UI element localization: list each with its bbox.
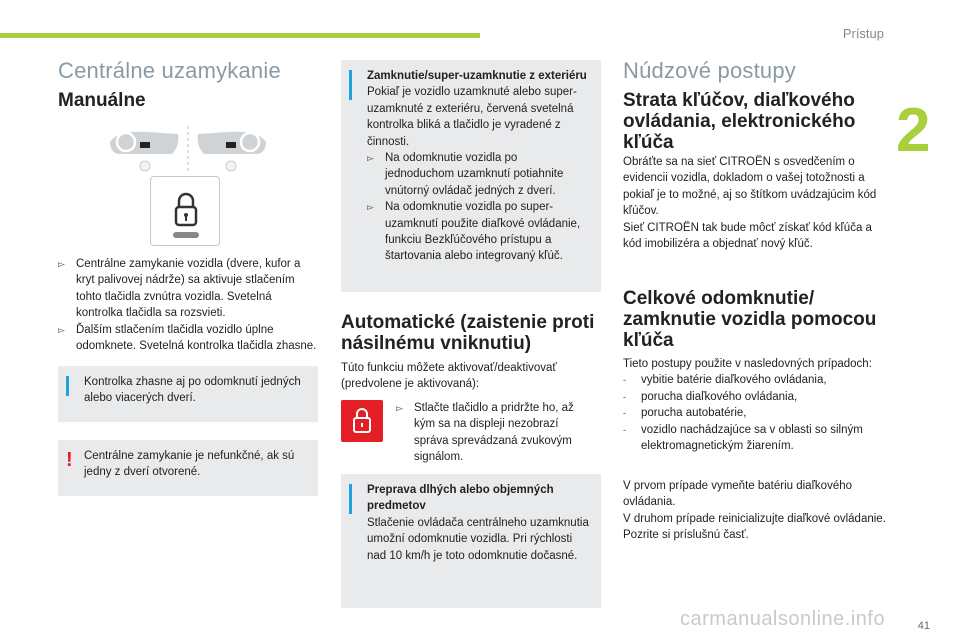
list-item: ▻ Centrálne zamykanie vozidla (dvere, kufor a kryt palivovej nádrže) sa aktivuje stlačením tohto tlačidla zvnútra vozidla. Svetelná kontrolka tlačidla sa rozsvieti.	[58, 256, 320, 322]
list-item: ▻ Na odomknutie vozidla po jednoduchom uzamknutí potiahnite vnútorný ovládač jedných z dverí.	[367, 150, 589, 199]
lost-keys-text: Obráťte sa na sieť CITROËN s osvedčením o evidencii vozidla, dokladom o vašej totožnosti a pokiaľ je to možné, aj so štítkom uvádzajúcim kód kľúčov. Sieť CITROËN tak bude môcť získať kód kľúča a kód imobilizéra a objednať nový kľúč.	[623, 156, 877, 251]
arrow-bullet-icon: ▻	[367, 202, 374, 213]
list-item: - porucha diaľkového ovládania,	[623, 389, 888, 405]
full-unlock-text: Tieto postupy použite v nasledovných prípadoch: - vybitie batérie diaľkového ovládania, - porucha diaľkového ovládania, - porucha autobatérie, - vozidlo nachádzajúce sa v oblasti so silným elektromagnetickým žiarením.	[623, 356, 888, 454]
dash-bullet-icon: -	[623, 391, 626, 402]
section-name: Prístup	[842, 26, 884, 41]
subtitle-lost-keys: Strata kľúčov, diaľkového ovládania, elektronického kľúča	[623, 90, 856, 153]
padlock-icon	[341, 400, 383, 442]
manual-bullet-list	[58, 256, 320, 354]
list-item: - vybitie batérie diaľkového ovládania,	[623, 372, 888, 388]
exclamation-icon: !	[66, 449, 73, 471]
section-title-emergency: Núdzové postupy	[623, 58, 796, 83]
info-box-exterior-locking	[341, 60, 601, 292]
info-bar-icon	[349, 70, 352, 100]
chapter-number: 2	[896, 96, 931, 165]
info-bar-icon	[349, 484, 352, 514]
watermark: carmanualsonline.info	[680, 608, 886, 630]
box-text: Stlačenie ovládača centrálneho uzamknutia umožní odomknutie vozidla. Pri rýchlosti nad 10 km/h je toto odomknutie dočasné.	[367, 516, 589, 562]
list-item: - porucha autobatérie,	[623, 405, 888, 421]
page-number: 41	[917, 620, 930, 632]
red-lock-button-illustration	[341, 400, 383, 442]
list-item: ▻ Na odomknutie vozidla po super-uzamknutí použite diaľkové ovládanie, funkciu Bezkľúčového prístupu a štartovania alebo integrovaný kľúč.	[367, 199, 589, 265]
arrow-bullet-icon: ▻	[58, 259, 65, 269]
list-item: ▻ Ďalším stlačením tlačidla vozidlo úplne odomknete. Svetelná kontrolka tlačidla zhasne.	[58, 322, 320, 355]
arrow-bullet-icon: ▻	[367, 153, 374, 164]
list-item: ▻ Stlačte tlačidlo a pridržte ho, až kým sa na displeji nezobrazí správa sprevádzaná zvukovým signálom.	[396, 400, 596, 466]
section-title-central-locking: Centrálne uzamykanie	[58, 58, 281, 83]
procedure-text: V prvom prípade vymeňte batériu diaľkového ovládania. V druhom prípade reinicializujte diaľkové ovládanie. Pozrite si príslušnú časť.	[623, 480, 886, 542]
subtitle-automatic: Automatické (zaistenie proti násilnému vniknutiu)	[341, 312, 595, 354]
dashboard-steering-illustration-icon	[108, 124, 268, 180]
arrow-bullet-icon: ▻	[396, 403, 403, 413]
list-item: - vozidlo nachádzajúce sa v oblasti so silným elektromagnetickým žiarením.	[623, 422, 888, 455]
warning-box-doors: ! Centrálne zamykanie je nefunkčné, ak sú jedny z dverí otvorené.	[58, 440, 318, 496]
box-text: Pokiaľ je vozidlo uzamknuté alebo super-uzamknuté z exteriéru, červená svetelná kontrolka bliká a tlačidlo je vyradené z činnosti.	[367, 86, 577, 148]
subtitle-manual: Manuálne	[58, 90, 146, 111]
box-title: Zamknutie/super-uzamknutie z exteriéru	[367, 70, 587, 82]
arrow-bullet-icon: ▻	[58, 324, 65, 335]
info-box-long-objects	[341, 474, 601, 608]
dash-bullet-icon: -	[623, 408, 626, 419]
header-accent-bar	[0, 33, 480, 38]
padlock-icon	[151, 177, 221, 247]
dash-bullet-icon: -	[623, 375, 626, 386]
automatic-bullet	[396, 400, 596, 466]
info-box-indicator: Kontrolka zhasne aj po odomknutí jedných alebo viacerých dverí.	[58, 366, 318, 422]
dash-bullet-icon: -	[623, 424, 626, 435]
automatic-text: Túto funkciu môžete aktivovať/deaktivovať (predvolene je aktivovaná):	[341, 362, 557, 391]
info-bar-icon	[66, 376, 69, 396]
subtitle-full-unlock: Celkové odomknutie/ zamknutie vozidla pomocou kľúča	[623, 288, 877, 351]
box-title: Preprava dlhých alebo objemných predmetov	[367, 484, 554, 513]
central-lock-button-illustration	[150, 176, 220, 246]
